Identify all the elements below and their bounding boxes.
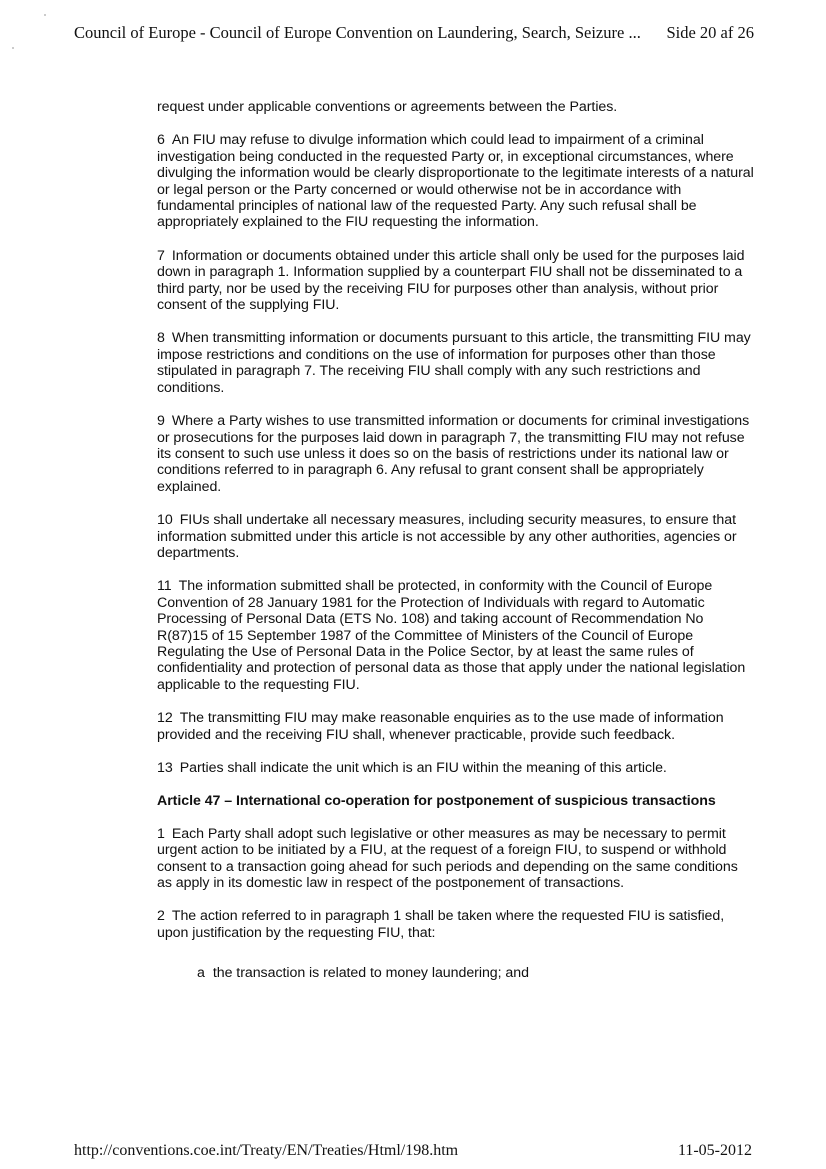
paragraph-7 — [157, 248, 755, 314]
paragraph-11 — [157, 578, 755, 693]
document-body — [157, 99, 755, 999]
paragraph-number: 11 — [157, 578, 172, 595]
paragraph-number: 1 — [157, 825, 165, 842]
sub-item-letter: a — [197, 965, 205, 982]
paragraph-number: 10 — [157, 512, 173, 529]
source-url: http://conventions.coe.int/Treaty/EN/Treaties/Html/198.htm — [74, 1142, 459, 1159]
paragraph-number: 13 — [157, 760, 173, 776]
paragraph-8 — [157, 330, 755, 396]
paragraph-12 — [157, 710, 755, 743]
sub-item-a — [197, 965, 755, 981]
intro-paragraph — [157, 99, 755, 115]
intro-text: request under applicable conventions or agreements between the Parties. — [157, 99, 618, 115]
article-heading: Article 47 – International co-operation for postponement of suspicious transactions — [157, 793, 716, 810]
paragraph-10 — [157, 512, 755, 561]
paragraph-text: An FIU may refuse to divulge information which could lead to impairment of a criminal investigation being conducted in the requested Party or, in exceptional circumstances, where divulging the information would be clearly disproportionate to the legitimate interests of a natural or legal person or the Party concerned or would otherwise not be in accordance with fundamental principles of national law of the requested Party. Any such refusal shall be appropriately explained to the FIU requesting the information. — [157, 132, 754, 231]
article47-paragraph-1 — [157, 826, 755, 892]
paragraph-number: 12 — [157, 710, 173, 727]
paragraph-number: 7 — [157, 247, 165, 264]
paragraph-text: The transmitting FIU may make reasonable enquiries as to the use made of information provided and the receiving FIU shall, whenever practicable, provide such feedback. — [157, 710, 724, 743]
article47-paragraph-2 — [157, 908, 755, 941]
paragraph-text: Each Party shall adopt such legislative or other measures as may be necessary to permit urgent action to be initiated by a FIU, at the request of a foreign FIU, to suspend or withhold consent to a transaction going ahead for such periods and depending on the same conditions as apply in its domestic law in respect of the postponement of transactions. — [157, 825, 738, 892]
page-footer — [74, 1142, 752, 1160]
paragraph-6 — [157, 132, 755, 230]
page-header — [74, 23, 754, 43]
paragraph-number: 8 — [157, 330, 165, 347]
paragraph-text: Information or documents obtained under this article shall only be used for the purposes laid down in paragraph 1. Information supplied by a counterpart FIU shall not be disseminated to a third party, nor be used by the receiving FIU for purposes other than analysis, without prior consent of the supplying FIU. — [157, 247, 745, 314]
paragraph-number: 6 — [157, 132, 165, 149]
paragraph-number: 9 — [157, 413, 165, 430]
page-number: Side 20 af 26 — [666, 23, 754, 42]
scan-speck — [44, 14, 46, 16]
paragraph-number: 2 — [157, 908, 165, 925]
header-title: Council of Europe - Council of Europe Convention on Laundering, Search, Seizure ... — [74, 23, 641, 42]
print-date: 11-05-2012 — [677, 1142, 752, 1159]
paragraph-text: When transmitting information or documents pursuant to this article, the transmitting FIU may impose restrictions and conditions on the use of information for purposes other than those stipulated in paragraph 7. The receiving FIU shall comply with any such restrictions and conditions. — [157, 330, 751, 396]
paragraph-text: The action referred to in paragraph 1 shall be taken where the requested FIU is satisfied, upon justification by the requesting FIU, that: — [157, 908, 725, 941]
paragraph-text: The information submitted shall be protected, in conformity with the Council of Europe Convention of 28 January 1981 for the Protection of Individuals with regard to Automatic Processing of Personal Data (ETS No. 108) and taking account of Recommendation No R(87)15 of 15 September 1987 of the Committee of Ministers of the Council of Europe Regulating the Use of Personal Data in the Police Sector, by at least the same rules of confidentiality and protection of personal data as those that apply under the national legislation applicable to the requesting FIU. — [157, 578, 746, 693]
paragraph-text: Parties shall indicate the unit which is an FIU within the meaning of this article. — [179, 760, 667, 776]
paragraph-text: FIUs shall undertake all necessary measures, including security measures, to ensure that information submitted under this article is not accessible by any other authorities, agencies or departments. — [157, 512, 737, 561]
paragraph-text: Where a Party wishes to use transmitted information or documents for criminal investigations or prosecutions for the purposes laid down in paragraph 7, the transmitting FIU may not refuse its consent to such use unless it does so on the basis of restrictions under its national law or conditions referred to in paragraph 6. Any refusal to grant consent shall be appropriately explained. — [157, 413, 750, 495]
sub-item-text: the transaction is related to money laundering; and — [212, 965, 529, 982]
paragraph-9 — [157, 413, 755, 495]
scan-speck — [12, 47, 14, 49]
paragraph-13 — [157, 760, 755, 776]
